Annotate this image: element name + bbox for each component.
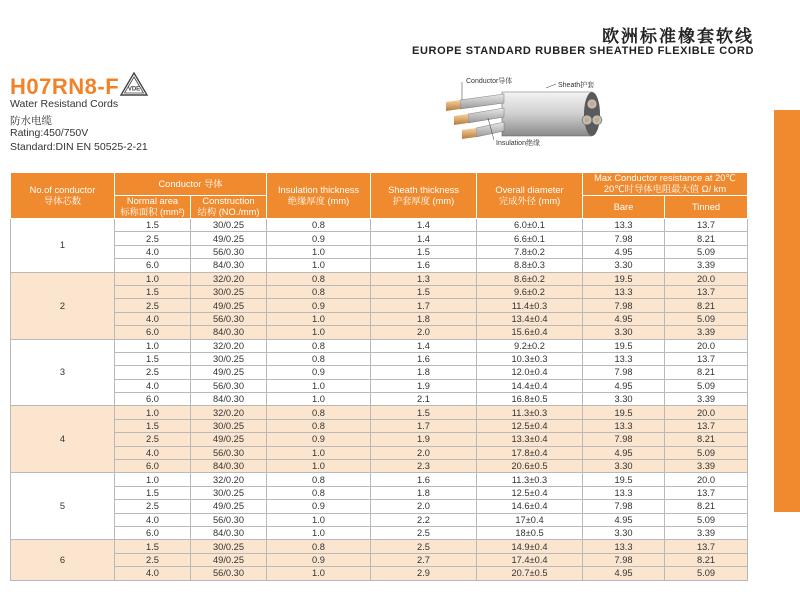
table-cell: 7.98 xyxy=(583,299,665,312)
table-cell: 5.09 xyxy=(665,567,748,580)
table-cell: 56/0.30 xyxy=(191,245,267,258)
table-cell: 49/0.25 xyxy=(191,366,267,379)
table-cell: 0.8 xyxy=(267,473,371,486)
cable-diagram xyxy=(432,70,632,160)
table-cell: 17.8±0.4 xyxy=(477,446,583,459)
table-cell: 56/0.30 xyxy=(191,312,267,325)
table-cell: 20.0 xyxy=(665,272,748,285)
table-row xyxy=(11,259,748,272)
table-row xyxy=(11,513,748,526)
table-cell: 0.9 xyxy=(267,553,371,566)
table-cell: 49/0.25 xyxy=(191,232,267,245)
table-row xyxy=(11,312,748,325)
table-cell: 13.7 xyxy=(665,352,748,365)
table-row xyxy=(11,540,748,553)
table-cell: 1.5 xyxy=(115,352,191,365)
table-cell: 14.9±0.4 xyxy=(477,540,583,553)
table-cell: 84/0.30 xyxy=(191,326,267,339)
table-cell: 3.39 xyxy=(665,526,748,539)
table-cell: 9.2±0.2 xyxy=(477,339,583,352)
table-cell: 19.5 xyxy=(583,272,665,285)
header-conductor: Conductor 导体 xyxy=(115,173,267,196)
table-cell: 17.4±0.4 xyxy=(477,553,583,566)
table-cell: 1.8 xyxy=(371,486,477,499)
table-cell: 8.21 xyxy=(665,500,748,513)
table-cell: 7.98 xyxy=(583,232,665,245)
page-title-cn: 欧洲标准橡套软线 xyxy=(602,27,754,46)
header-diameter: Overall diameter 完成外径 (mm) xyxy=(477,173,583,219)
cores-cell: 5 xyxy=(11,473,115,540)
table-cell: 49/0.25 xyxy=(191,433,267,446)
table-cell: 1.0 xyxy=(267,526,371,539)
product-rating: Rating:450/750V xyxy=(10,127,89,139)
table-cell: 18±0.5 xyxy=(477,526,583,539)
table-cell: 1.0 xyxy=(267,312,371,325)
table-cell: 4.95 xyxy=(583,567,665,580)
specification-table xyxy=(10,172,748,581)
label-sheath: Sheath护套 xyxy=(558,82,595,89)
table-cell: 13.3±0.4 xyxy=(477,433,583,446)
table-cell: 3.30 xyxy=(583,460,665,473)
table-cell: 1.8 xyxy=(371,366,477,379)
table-cell: 4.95 xyxy=(583,379,665,392)
table-cell: 2.5 xyxy=(115,232,191,245)
table-cell: 1.5 xyxy=(115,285,191,298)
table-cell: 13.3 xyxy=(583,486,665,499)
table-cell: 6.0 xyxy=(115,259,191,272)
table-cell: 7.98 xyxy=(583,553,665,566)
table-cell: 3.30 xyxy=(583,326,665,339)
table-cell: 1.6 xyxy=(371,352,477,365)
table-cell: 13.7 xyxy=(665,540,748,553)
label-conductor: Conductor导体 xyxy=(466,78,513,85)
table-cell: 2.5 xyxy=(115,433,191,446)
table-cell: 49/0.25 xyxy=(191,553,267,566)
table-cell: 1.5 xyxy=(115,486,191,499)
table-cell: 4.95 xyxy=(583,446,665,459)
table-cell: 16.8±0.5 xyxy=(477,393,583,406)
table-row xyxy=(11,245,748,258)
table-cell: 9.6±0.2 xyxy=(477,285,583,298)
table-cell: 5.09 xyxy=(665,312,748,325)
table-cell: 2.0 xyxy=(371,500,477,513)
table-cell: 1.0 xyxy=(115,272,191,285)
cores-cell: 4 xyxy=(11,406,115,473)
side-accent-bar xyxy=(774,110,800,512)
product-standard: Standard:DIN EN 50525-2-21 xyxy=(10,141,148,153)
table-cell: 10.3±0.3 xyxy=(477,352,583,365)
table-cell: 84/0.30 xyxy=(191,259,267,272)
table-cell: 1.0 xyxy=(267,446,371,459)
table-cell: 2.5 xyxy=(115,553,191,566)
table-cell: 6.6±0.1 xyxy=(477,232,583,245)
table-cell: 6.0 xyxy=(115,393,191,406)
header-sheath: Sheath thickness 护套厚度 (mm) xyxy=(371,173,477,219)
table-cell: 19.5 xyxy=(583,406,665,419)
header-area: Normal area 标称面积 (mm²) xyxy=(115,196,191,219)
header-tinned: Tinned xyxy=(665,196,748,219)
table-row xyxy=(11,219,748,232)
table-cell: 20.0 xyxy=(665,406,748,419)
cores-cell: 2 xyxy=(11,272,115,339)
table-cell: 13.3 xyxy=(583,352,665,365)
table-cell: 13.7 xyxy=(665,219,748,232)
table-cell: 1.3 xyxy=(371,272,477,285)
table-cell: 19.5 xyxy=(583,473,665,486)
table-cell: 2.5 xyxy=(115,299,191,312)
table-row xyxy=(11,526,748,539)
table-cell: 5.09 xyxy=(665,245,748,258)
table-cell: 2.5 xyxy=(115,500,191,513)
table-cell: 4.0 xyxy=(115,446,191,459)
table-cell: 15.6±0.4 xyxy=(477,326,583,339)
table-cell: 4.0 xyxy=(115,312,191,325)
table-cell: 1.0 xyxy=(267,513,371,526)
table-cell: 1.5 xyxy=(115,540,191,553)
table-cell: 3.39 xyxy=(665,460,748,473)
table-cell: 20.7±0.5 xyxy=(477,567,583,580)
table-cell: 2.1 xyxy=(371,393,477,406)
table-cell: 7.98 xyxy=(583,433,665,446)
table-cell: 84/0.30 xyxy=(191,393,267,406)
table-cell: 0.8 xyxy=(267,219,371,232)
table-cell: 1.7 xyxy=(371,299,477,312)
table-cell: 2.2 xyxy=(371,513,477,526)
table-cell: 2.5 xyxy=(371,526,477,539)
table-cell: 1.5 xyxy=(371,285,477,298)
table-cell: 1.5 xyxy=(115,219,191,232)
table-cell: 5.09 xyxy=(665,446,748,459)
table-cell: 30/0.25 xyxy=(191,419,267,432)
table-cell: 19.5 xyxy=(583,339,665,352)
table-cell: 1.4 xyxy=(371,339,477,352)
table-cell: 3.39 xyxy=(665,326,748,339)
table-cell: 1.5 xyxy=(371,245,477,258)
table-cell: 1.5 xyxy=(371,406,477,419)
table-cell: 13.3 xyxy=(583,419,665,432)
table-cell: 30/0.25 xyxy=(191,486,267,499)
table-cell: 13.3 xyxy=(583,285,665,298)
table-row xyxy=(11,393,748,406)
table-cell: 14.4±0.4 xyxy=(477,379,583,392)
table-cell: 3.30 xyxy=(583,526,665,539)
table-cell: 3.30 xyxy=(583,393,665,406)
table-cell: 56/0.30 xyxy=(191,446,267,459)
table-cell: 8.21 xyxy=(665,553,748,566)
table-cell: 84/0.30 xyxy=(191,526,267,539)
table-body xyxy=(11,219,748,581)
table-row xyxy=(11,272,748,285)
table-cell: 11.3±0.3 xyxy=(477,406,583,419)
table-cell: 1.0 xyxy=(267,259,371,272)
table-cell: 8.21 xyxy=(665,433,748,446)
table-cell: 6.0±0.1 xyxy=(477,219,583,232)
table-cell: 1.9 xyxy=(371,379,477,392)
cores-cell: 1 xyxy=(11,219,115,273)
table-cell: 1.6 xyxy=(371,473,477,486)
table-cell: 14.6±0.4 xyxy=(477,500,583,513)
table-cell: 1.0 xyxy=(267,379,371,392)
table-cell: 2.5 xyxy=(371,540,477,553)
table-cell: 8.21 xyxy=(665,366,748,379)
table-row xyxy=(11,486,748,499)
table-row xyxy=(11,473,748,486)
table-cell: 1.9 xyxy=(371,433,477,446)
table-cell: 1.0 xyxy=(267,460,371,473)
table-cell: 56/0.30 xyxy=(191,379,267,392)
table-cell: 4.95 xyxy=(583,513,665,526)
cores-cell: 3 xyxy=(11,339,115,406)
table-cell: 2.0 xyxy=(371,326,477,339)
product-desc-en: Water Resistand Cords xyxy=(10,98,119,110)
table-row xyxy=(11,406,748,419)
model-name: H07RN8-F xyxy=(10,74,120,99)
table-cell: 0.8 xyxy=(267,272,371,285)
table-cell: 1.0 xyxy=(115,406,191,419)
table-row xyxy=(11,460,748,473)
table-cell: 49/0.25 xyxy=(191,299,267,312)
table-cell: 20.6±0.5 xyxy=(477,460,583,473)
table-cell: 4.0 xyxy=(115,379,191,392)
label-insulation: Insulation绝缘 xyxy=(496,140,540,147)
table-cell: 0.9 xyxy=(267,433,371,446)
table-cell: 12.5±0.4 xyxy=(477,419,583,432)
page-title-en: EUROPE STANDARD RUBBER SHEATHED FLEXIBLE CORD xyxy=(412,45,754,57)
table-cell: 2.3 xyxy=(371,460,477,473)
table-cell: 1.4 xyxy=(371,219,477,232)
table-cell: 30/0.25 xyxy=(191,285,267,298)
table-row xyxy=(11,326,748,339)
table-cell: 32/0.20 xyxy=(191,406,267,419)
table-cell: 1.0 xyxy=(267,567,371,580)
table-row xyxy=(11,500,748,513)
table-cell: 1.6 xyxy=(371,259,477,272)
table-row xyxy=(11,339,748,352)
table-row xyxy=(11,553,748,566)
table-cell: 13.7 xyxy=(665,285,748,298)
table-cell: 0.8 xyxy=(267,419,371,432)
table-cell: 20.0 xyxy=(665,473,748,486)
table-row xyxy=(11,567,748,580)
table-cell: 17±0.4 xyxy=(477,513,583,526)
table-cell: 7.98 xyxy=(583,500,665,513)
table-cell: 8.8±0.3 xyxy=(477,259,583,272)
table-cell: 0.8 xyxy=(267,285,371,298)
table-cell: 20.0 xyxy=(665,339,748,352)
table-cell: 0.8 xyxy=(267,352,371,365)
table-cell: 12.0±0.4 xyxy=(477,366,583,379)
table-cell: 11.3±0.3 xyxy=(477,473,583,486)
table-cell: 13.7 xyxy=(665,419,748,432)
table-cell: 4.0 xyxy=(115,245,191,258)
table-cell: 5.09 xyxy=(665,513,748,526)
table-cell: 0.9 xyxy=(267,232,371,245)
table-cell: 84/0.30 xyxy=(191,460,267,473)
table-cell: 56/0.30 xyxy=(191,513,267,526)
table-cell: 1.0 xyxy=(115,339,191,352)
table-cell: 1.0 xyxy=(267,393,371,406)
table-cell: 13.4±0.4 xyxy=(477,312,583,325)
table-cell: 32/0.20 xyxy=(191,272,267,285)
table-cell: 49/0.25 xyxy=(191,500,267,513)
table-cell: 3.39 xyxy=(665,393,748,406)
table-row xyxy=(11,299,748,312)
table-cell: 12.5±0.4 xyxy=(477,486,583,499)
table-cell: 2.9 xyxy=(371,567,477,580)
table-cell: 1.7 xyxy=(371,419,477,432)
table-cell: 3.39 xyxy=(665,259,748,272)
header-bare: Bare xyxy=(583,196,665,219)
table-cell: 1.4 xyxy=(371,232,477,245)
table-cell: 11.4±0.3 xyxy=(477,299,583,312)
table-cell: 32/0.20 xyxy=(191,473,267,486)
table-row xyxy=(11,379,748,392)
table-cell: 4.95 xyxy=(583,245,665,258)
table-row xyxy=(11,285,748,298)
header-construction: Construction 结构 (NO./mm) xyxy=(191,196,267,219)
table-row xyxy=(11,232,748,245)
table-row xyxy=(11,446,748,459)
table-cell: 13.7 xyxy=(665,486,748,499)
table-cell: 8.21 xyxy=(665,299,748,312)
table-cell: 0.9 xyxy=(267,366,371,379)
header-insulation: Insulation thickness 绝缘厚度 (mm) xyxy=(267,173,371,219)
vde-logo-icon xyxy=(119,71,149,97)
table-cell: 7.98 xyxy=(583,366,665,379)
vde-logo-text: VDE xyxy=(127,86,141,93)
table-row xyxy=(11,352,748,365)
table-row xyxy=(11,433,748,446)
cores-cell: 6 xyxy=(11,540,115,580)
table-cell: 2.7 xyxy=(371,553,477,566)
table-cell: 13.3 xyxy=(583,219,665,232)
table-cell: 6.0 xyxy=(115,326,191,339)
table-cell: 4.0 xyxy=(115,567,191,580)
table-row xyxy=(11,366,748,379)
table-cell: 2.5 xyxy=(115,366,191,379)
table-cell: 0.9 xyxy=(267,299,371,312)
table-cell: 1.5 xyxy=(115,419,191,432)
table-cell: 32/0.20 xyxy=(191,339,267,352)
header-resistance: Max Conductor resistance at 20℃ 20℃时导体电阻最大值 Ω/ km xyxy=(583,173,748,196)
table-cell: 4.0 xyxy=(115,513,191,526)
product-desc-cn: 防水电缆 xyxy=(10,115,52,127)
table-cell: 6.0 xyxy=(115,526,191,539)
header-cores: No.of conductor 导体芯数 xyxy=(11,173,115,219)
table-cell: 30/0.25 xyxy=(191,352,267,365)
table-cell: 30/0.25 xyxy=(191,219,267,232)
table-cell: 56/0.30 xyxy=(191,567,267,580)
table-cell: 5.09 xyxy=(665,379,748,392)
table-cell: 7.8±0.2 xyxy=(477,245,583,258)
table-cell: 0.8 xyxy=(267,339,371,352)
table-cell: 0.8 xyxy=(267,406,371,419)
table-cell: 8.21 xyxy=(665,232,748,245)
table-cell: 1.0 xyxy=(267,326,371,339)
table-cell: 13.3 xyxy=(583,540,665,553)
table-cell: 1.0 xyxy=(115,473,191,486)
table-cell: 1.0 xyxy=(267,245,371,258)
table-cell: 2.0 xyxy=(371,446,477,459)
table-cell: 4.95 xyxy=(583,312,665,325)
table-cell: 0.8 xyxy=(267,486,371,499)
table-cell: 8.6±0.2 xyxy=(477,272,583,285)
table-cell: 1.8 xyxy=(371,312,477,325)
table-cell: 6.0 xyxy=(115,460,191,473)
table-row xyxy=(11,419,748,432)
table-cell: 0.8 xyxy=(267,540,371,553)
table-cell: 0.9 xyxy=(267,500,371,513)
table-cell: 30/0.25 xyxy=(191,540,267,553)
table-cell: 3.30 xyxy=(583,259,665,272)
